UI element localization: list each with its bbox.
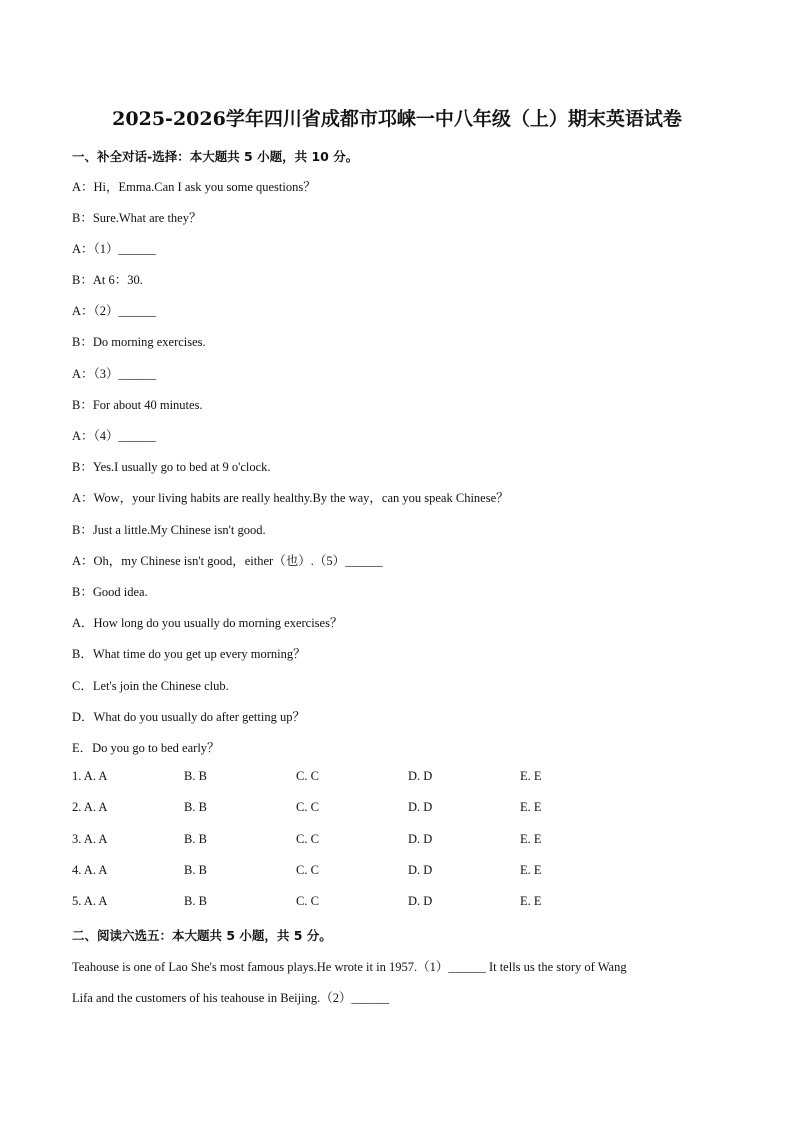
option-line: C．Let's join the Chinese club.	[72, 679, 229, 693]
reading-paragraph-line: Lifa and the customers of his teahouse in Beijing.（2）______	[72, 991, 389, 1005]
answer-choice[interactable]: D. D	[408, 863, 433, 877]
answer-choice[interactable]: E. E	[520, 863, 542, 877]
answer-row	[72, 894, 722, 910]
answer-choice[interactable]: C. C	[296, 894, 319, 908]
answer-row	[72, 863, 722, 879]
dialogue-line: B：At 6：30.	[72, 273, 143, 287]
answer-choice[interactable]: E. E	[520, 800, 542, 814]
section-2-heading: 二、阅读六选五：本大题共 5 小题，共 5 分。	[72, 928, 332, 943]
answer-row	[72, 800, 722, 816]
answer-choice[interactable]: C. C	[296, 769, 319, 783]
dialogue-line: A：（1）______	[72, 242, 157, 256]
answer-choice[interactable]: E. E	[520, 769, 542, 783]
answer-choice[interactable]: 2. A. A	[72, 800, 108, 814]
dialogue-line: B：Sure.What are they？	[72, 211, 202, 225]
dialogue-line: B：For about 40 minutes.	[72, 398, 203, 412]
answer-choice[interactable]: D. D	[408, 769, 433, 783]
answer-choice[interactable]: 3. A. A	[72, 832, 108, 846]
dialogue-line: A：（3）______	[72, 367, 157, 381]
option-line: B．What time do you get up every morning？	[72, 647, 306, 661]
dialogue-line: A：Wow，your living habits are really healthy.By the way，can you speak Chinese？	[72, 491, 509, 505]
answer-row	[72, 832, 722, 848]
answer-choice[interactable]: B. B	[184, 894, 207, 908]
answer-choice[interactable]: 5. A. A	[72, 894, 108, 908]
answer-row	[72, 769, 722, 785]
answer-choice[interactable]: 1. A. A	[72, 769, 108, 783]
section-1-heading: 一、补全对话-选择：本大题共 5 小题，共 10 分。	[72, 149, 359, 164]
dialogue-line: A：Oh，my Chinese isn't good，either（也）.（5）______	[72, 554, 383, 568]
answer-choice[interactable]: B. B	[184, 832, 207, 846]
answer-choice[interactable]: C. C	[296, 832, 319, 846]
answer-choice[interactable]: E. E	[520, 894, 542, 908]
dialogue-line: B：Good idea.	[72, 585, 148, 599]
answer-choice[interactable]: C. C	[296, 863, 319, 877]
answer-choice[interactable]: D. D	[408, 832, 433, 846]
answer-choice[interactable]: E. E	[520, 832, 542, 846]
answer-choice[interactable]: D. D	[408, 894, 433, 908]
option-line: E．Do you go to bed early？	[72, 741, 220, 755]
option-line: D．What do you usually do after getting up？	[72, 710, 305, 724]
answer-choice[interactable]: B. B	[184, 863, 207, 877]
answer-choice[interactable]: 4. A. A	[72, 863, 108, 877]
dialogue-line: A：（4）______	[72, 429, 157, 443]
answer-choice[interactable]: D. D	[408, 800, 433, 814]
answer-choice[interactable]: B. B	[184, 800, 207, 814]
answer-choice[interactable]: B. B	[184, 769, 207, 783]
dialogue-line: A：Hi，Emma.Can I ask you some questions？	[72, 180, 316, 194]
reading-paragraph-line: Teahouse is one of Lao She's most famous plays.He wrote it in 1957.（1）______ It tells us the story of Wang	[72, 960, 627, 974]
answer-choice[interactable]: C. C	[296, 800, 319, 814]
dialogue-line: B：Yes.I usually go to bed at 9 o'clock.	[72, 460, 271, 474]
option-line: A．How long do you usually do morning exercises？	[72, 616, 343, 630]
page-title: 2025-2026学年四川省成都市邛崃一中八年级（上）期末英语试卷	[112, 108, 682, 130]
dialogue-line: B：Just a little.My Chinese isn't good.	[72, 523, 266, 537]
dialogue-line: A：（2）______	[72, 304, 157, 318]
dialogue-line: B：Do morning exercises.	[72, 335, 206, 349]
